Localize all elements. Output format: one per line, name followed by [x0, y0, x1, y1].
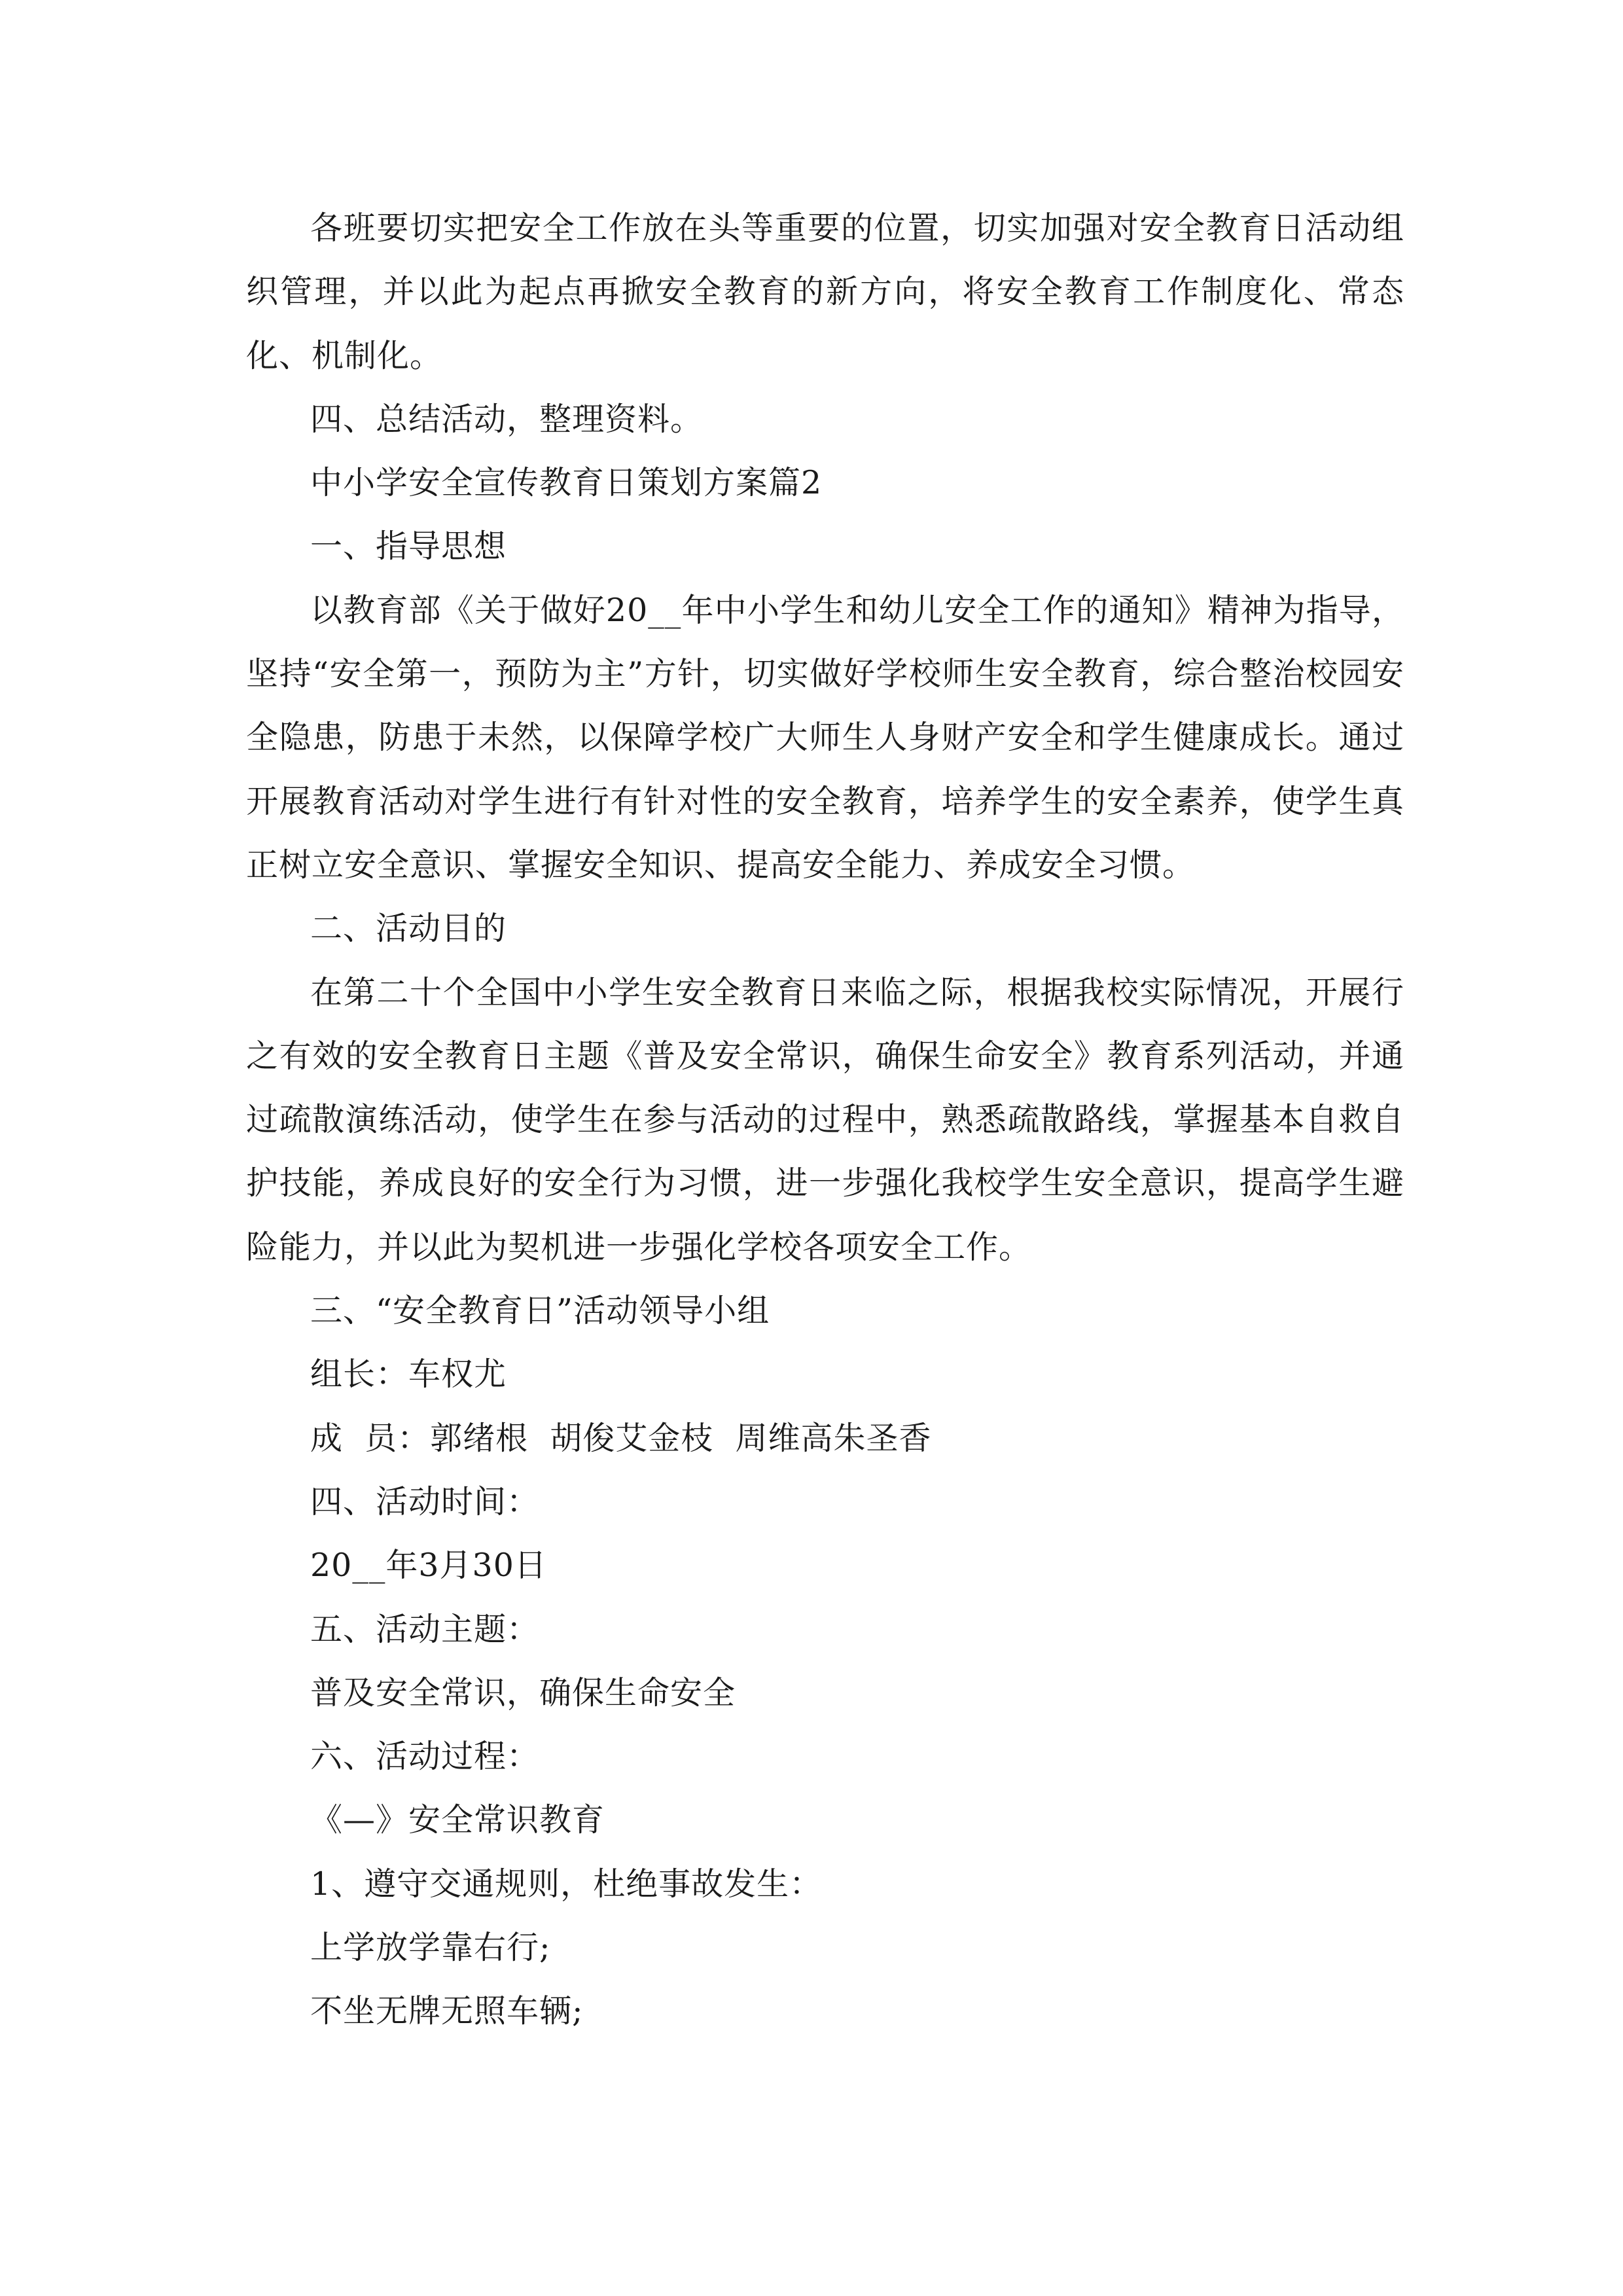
plan-title: 中小学安全宣传教育日策划方案篇2 [310, 464, 823, 502]
paragraph-safety-priority: 各班要切实把安全工作放在头等重要的位置，切实加强对安全教育日活动组织管理，并以此为起点再掀安全教育的新方向，将安全教育工作制度化、常态化、机制化。 [246, 209, 1404, 374]
group-members: 成 员：郭绪根 胡俊艾金枝 周维高朱圣香 [310, 1419, 932, 1457]
heading-guiding-ideology: 一、指导思想 [310, 528, 507, 565]
heading-summary: 四、总结活动，整理资料。 [310, 400, 704, 438]
item-keep-right: 上学放学靠右行; [310, 1929, 551, 1967]
document-body [246, 196, 1404, 2043]
group-leader: 组长：车权尤 [310, 1355, 507, 1393]
heading-activity-time: 四、活动时间： [310, 1482, 540, 1520]
paragraph-guiding-ideology: 以教育部《关于做好20__年中小学生和幼儿安全工作的通知》精神为指导，坚持“安全第一，预防为主”方针，切实做好学校师生安全教育，综合整治校园安全隐患，防患于未然，以保障学校广大师生人身财产安全和学生健康成长。通过开展教育活动对学生进行有针对性的安全教育，培养学生的安全素养，使学生真正树立安全意识、掌握安全知识、提高安全能力、养成安全习惯。 [246, 591, 1404, 884]
item-traffic-rules: 1、遵守交通规则，杜绝事故发生： [310, 1865, 823, 1903]
item-unlicensed-vehicles: 不坐无牌无照车辆; [310, 1992, 584, 2030]
heading-activity-process: 六、活动过程： [310, 1738, 540, 1776]
paragraph-activity-purpose: 在第二十个全国中小学生安全教育日来临之际，根据我校实际情况，开展行之有效的安全教育日主题《普及安全常识，确保生命安全》教育系列活动，并通过疏散演练活动，使学生在参与活动的过程中，熟悉疏散路线，掌握基本自救自护技能，养成良好的安全行为习惯，进一步强化我校学生安全意识，提高学生避险能力，并以此为契机进一步强化学校各项安全工作。 [246, 973, 1404, 1266]
heading-activity-theme: 五、活动主题： [310, 1610, 540, 1648]
heading-activity-purpose: 二、活动目的 [310, 910, 507, 948]
heading-leadership-group: 三、“安全教育日”活动领导小组 [310, 1292, 770, 1330]
subheading-safety-knowledge: 《—》安全常识教育 [310, 1801, 605, 1839]
activity-date: 20__年3月30日 [310, 1547, 547, 1585]
activity-theme: 普及安全常识，确保生命安全 [310, 1674, 736, 1712]
